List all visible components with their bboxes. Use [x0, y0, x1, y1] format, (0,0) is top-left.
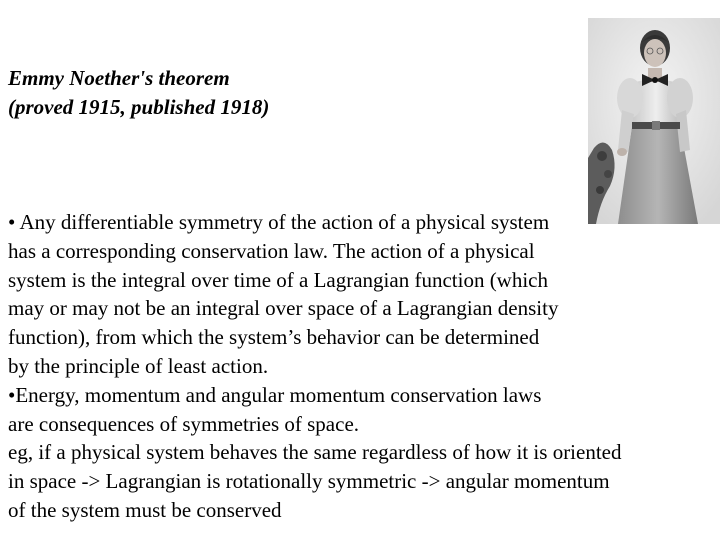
body-line-1: • Any differentiable symmetry of the action of a physical system: [8, 210, 550, 234]
body-line-8: are consequences of symmetries of space.: [8, 411, 360, 436]
body-line-4: may or may not be an integral over space of a Lagrangian density: [8, 296, 559, 321]
title-line-1: Emmy Noether's theorem: [8, 66, 230, 90]
body-line-9: eg, if a physical system behaves the same regardless of how it is oriented: [8, 440, 622, 465]
body-line-11: of the system must be conserved: [8, 497, 282, 522]
slide-body: [8, 208, 716, 525]
portrait-photo: [588, 18, 720, 224]
body-line-10: in space -> Lagrangian is rotationally symmetric -> angular momentum: [8, 469, 610, 494]
body-line-6: by the principle of least action.: [8, 353, 269, 378]
body-line-7: •Energy, momentum and angular momentum conservation laws: [8, 382, 542, 407]
body-line-5: function), from which the system’s behavior can be determined: [8, 325, 540, 350]
body-line-3: system is the integral over time of a Lagrangian function (which: [8, 267, 549, 292]
title-line-2: (proved 1915, published 1918): [8, 95, 270, 119]
slide-title: [8, 64, 568, 122]
body-line-2: has a corresponding conservation law. The action of a physical: [8, 238, 535, 263]
